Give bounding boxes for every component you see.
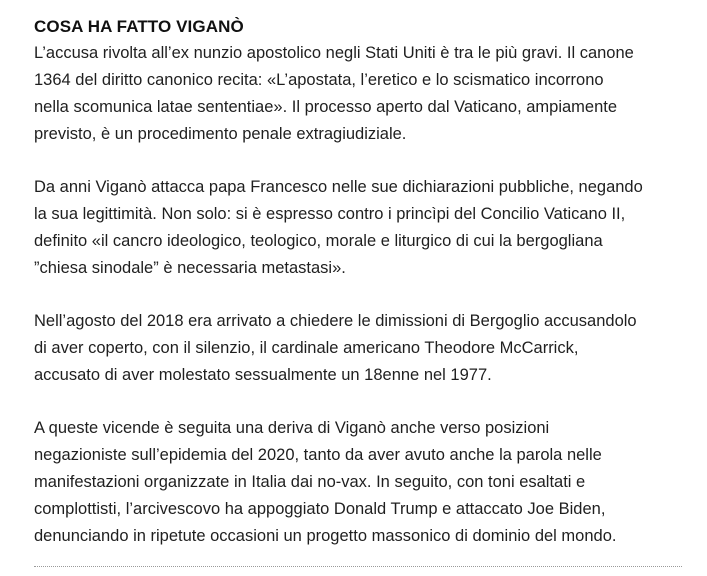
section-divider bbox=[34, 566, 682, 567]
paragraph-line: Nell’agosto del 2018 era arrivato a chiedere le dimissioni di Bergoglio accusandolo bbox=[34, 312, 637, 330]
paragraph-line: di aver coperto, con il silenzio, il cardinale americano Theodore McCarrick, bbox=[34, 339, 579, 357]
paragraph-line: complottisti, l’arcivescovo ha appoggiato Donald Trump e attaccato Joe Biden, bbox=[34, 500, 606, 518]
paragraph-line: A queste vicende è seguita una deriva di Viganò anche verso posizioni bbox=[34, 419, 550, 437]
paragraph-line: manifestazioni organizzate in Italia dai no-vax. In seguito, con toni esaltati e bbox=[34, 473, 586, 491]
paragraph-line: nella scomunica latae sententiae». Il processo aperto dal Vaticano, ampiamente bbox=[34, 98, 618, 116]
article-body bbox=[34, 16, 684, 576]
paragraph-line: ”chiesa sinodale” è necessaria metastasi». bbox=[34, 259, 346, 277]
paragraph-2 bbox=[34, 174, 684, 282]
paragraph-line: definito «il cancro ideologico, teologico, morale e liturgico di cui la bergogliana bbox=[34, 232, 603, 250]
paragraph-line: negazioniste sull’epidemia del 2020, tanto da aver avuto anche la parola nelle bbox=[34, 446, 602, 464]
paragraph-3 bbox=[34, 308, 684, 389]
paragraph-line: Da anni Viganò attacca papa Francesco nelle sue dichiarazioni pubbliche, negando bbox=[34, 178, 643, 196]
section-heading: COSA HA FATTO VIGANÒ bbox=[34, 17, 244, 36]
paragraph-line: accusato di aver molestato sessualmente un 18enne nel 1977. bbox=[34, 366, 492, 384]
paragraph-1 bbox=[34, 40, 684, 148]
paragraph-line: 1364 del diritto canonico recita: «L’apostata, l’eretico e lo scismatico incorrono bbox=[34, 71, 604, 89]
paragraph-line: denunciando in ripetute occasioni un progetto massonico di dominio del mondo. bbox=[34, 527, 617, 545]
paragraph-4 bbox=[34, 415, 684, 550]
paragraph-line: L’accusa rivolta all’ex nunzio apostolico negli Stati Uniti è tra le più gravi. Il canone bbox=[34, 44, 634, 62]
paragraph-line: previsto, è un procedimento penale extragiudiziale. bbox=[34, 125, 407, 143]
paragraph-line: la sua legittimità. Non solo: si è espresso contro i princìpi del Concilio Vaticano II, bbox=[34, 205, 626, 223]
